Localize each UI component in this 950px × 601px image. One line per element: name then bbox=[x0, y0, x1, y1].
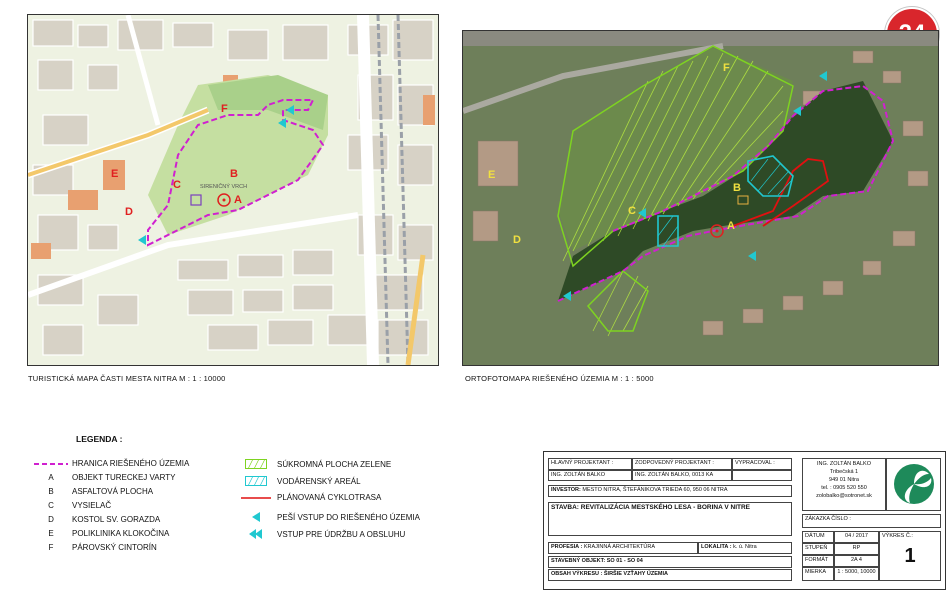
legend-item-maintenance bbox=[235, 529, 405, 539]
legend-key: B bbox=[48, 487, 54, 496]
legend-item bbox=[30, 473, 175, 482]
title-block bbox=[543, 451, 946, 590]
left-label-b: B bbox=[230, 168, 238, 180]
legend-item-water bbox=[235, 476, 361, 486]
legend bbox=[30, 434, 520, 554]
left-label-f: F bbox=[221, 103, 228, 115]
legend-label: PEŠÍ VSTUP DO RIEŠENÉHO ÚZEMIA bbox=[277, 512, 420, 522]
stavebny-objekt bbox=[548, 556, 792, 568]
legend-item bbox=[30, 487, 153, 496]
legend-item-boundary bbox=[30, 459, 189, 468]
orthophoto-map bbox=[462, 30, 939, 366]
legend-key: C bbox=[48, 501, 54, 510]
legend-item-private-green bbox=[235, 459, 391, 469]
left-label-c: C bbox=[173, 179, 181, 191]
hatched-green-icon bbox=[235, 459, 277, 469]
legend-label: PÁROVSKÝ CINTORÍN bbox=[72, 543, 157, 552]
left-label-e: E bbox=[111, 168, 119, 180]
head-projektant: HLAVNÝ PROJEKTANT : bbox=[548, 458, 632, 470]
stupen-label: STUPEŇ bbox=[802, 543, 834, 555]
legend-label: KOSTOL SV. GORAZDA bbox=[72, 515, 161, 524]
legend-item bbox=[30, 543, 157, 552]
left-place-name: SIRENIČNÝ VRCH bbox=[200, 184, 248, 190]
investor-value: MESTO NITRA, ŠTEFÁNIKOVA TRIEDA 60, 950 06 NITRA bbox=[582, 487, 728, 493]
firm-address-2: 949 01 Nitra bbox=[829, 477, 859, 483]
datum-value: 04 / 2017 bbox=[834, 531, 879, 543]
maintenance-entry-icon bbox=[235, 529, 277, 539]
obsah-text: OBSAH VÝKRESU : ŠIRŠIE VZŤAHY ÚZEMIA bbox=[551, 571, 668, 577]
tourist-map bbox=[27, 14, 439, 366]
right-label-d: D bbox=[513, 234, 521, 246]
legend-key: A bbox=[48, 473, 54, 482]
resp-ing: ING. ZOLTÁN BALKO, 0013 KA bbox=[632, 470, 732, 481]
profesia-value: KRAJINNÁ ARCHITEKTÚRA bbox=[583, 544, 656, 550]
stavebny-objekt-text: STAVEBNÝ OBJEKT: SO 01 - SO 04 bbox=[551, 558, 643, 564]
zakazka-cislo: ZÁKAZKA ČÍSLO : bbox=[802, 514, 941, 528]
firm-block bbox=[802, 458, 886, 511]
lokalita-row bbox=[698, 542, 792, 554]
right-label-e: E bbox=[488, 169, 496, 181]
cycle-route-icon bbox=[235, 495, 277, 501]
vypracoval-value bbox=[732, 470, 792, 481]
investor-label: INVESTOR: bbox=[551, 487, 581, 493]
legend-item bbox=[30, 501, 111, 510]
firm-name: ING. ZOLTÁN BALKO bbox=[817, 461, 871, 467]
legend-key: D bbox=[48, 515, 54, 524]
investor-row bbox=[548, 485, 792, 497]
drawing-number-cell bbox=[879, 531, 941, 581]
stavba-value: REVITALIZÁCIA MESTSKÉHO LESA - BORINA V NITRE bbox=[580, 504, 750, 511]
firm-email: zolobalko@sotronet.sk bbox=[816, 493, 872, 499]
legend-label: HRANICA RIEŠENÉHO ÚZEMIA bbox=[72, 459, 190, 468]
pedestrian-entry-icon bbox=[235, 512, 277, 522]
stavba-row bbox=[548, 502, 792, 536]
mierka-value: 1 : 5000, 10000 bbox=[834, 567, 879, 581]
firm-logo bbox=[886, 458, 941, 511]
legend-label: OBJEKT TURECKEJ VARTY bbox=[72, 473, 176, 482]
vypracoval: VYPRACOVAL : bbox=[732, 458, 792, 470]
drawing-number-label: VÝKRES Č.: bbox=[882, 533, 913, 539]
resp-projektant: ZODPOVEDNÝ PROJEKTANT : bbox=[632, 458, 732, 470]
legend-key: E bbox=[48, 529, 54, 538]
legend-item bbox=[30, 515, 160, 524]
legend-title: LEGENDA : bbox=[76, 434, 123, 444]
legend-key: F bbox=[48, 543, 54, 552]
legend-label: ASFALTOVÁ PLOCHA bbox=[72, 487, 154, 496]
head-ing: ING. ZOLTÁN BALKO bbox=[548, 470, 632, 481]
format-label: FORMÁT bbox=[802, 555, 834, 567]
left-label-a: A bbox=[234, 194, 242, 206]
legend-label: POLIKLINIKA KLOKOČINA bbox=[72, 529, 170, 538]
boundary-line-icon bbox=[30, 461, 72, 467]
legend-item-entry bbox=[235, 512, 420, 522]
hatched-water-icon bbox=[235, 476, 277, 486]
legend-item bbox=[30, 529, 169, 538]
datum-label: DÁTUM bbox=[802, 531, 834, 543]
stupen-value: RP bbox=[834, 543, 879, 555]
legend-label: VYSIELAČ bbox=[72, 501, 112, 510]
right-label-f: F bbox=[723, 62, 730, 74]
profesia-row bbox=[548, 542, 698, 554]
tourist-map-svg bbox=[28, 15, 438, 365]
right-label-c: C bbox=[628, 205, 636, 217]
firm-address-1: Tribečská 1 bbox=[829, 469, 859, 475]
right-label-b: B bbox=[733, 182, 741, 194]
legend-label: VSTUP PRE ÚDRŽBU A OBSLUHU bbox=[277, 529, 406, 539]
right-label-a: A bbox=[727, 220, 735, 232]
legend-label: SÚKROMNÁ PLOCHA ZELENE bbox=[277, 459, 392, 469]
mierka-label: MIERKA bbox=[802, 567, 834, 581]
legend-item-cyclo bbox=[235, 493, 381, 502]
left-label-d: D bbox=[125, 206, 133, 218]
format-value: 2A 4 bbox=[834, 555, 879, 567]
orthophoto-caption: ORTOFOTOMAPA RIEŠENÉHO ÚZEMIA M : 1 : 5000 bbox=[465, 374, 654, 383]
orthophoto-map-svg bbox=[463, 31, 938, 365]
firm-logo-icon bbox=[889, 460, 939, 509]
firm-phone: tel. : 0905 520 550 bbox=[821, 485, 867, 491]
legend-label: VODÁRENSKÝ AREÁL bbox=[277, 476, 361, 486]
obsah-vykresu bbox=[548, 569, 792, 581]
legend-label: PLÁNOVANÁ CYKLOTRASA bbox=[277, 493, 382, 502]
stavba-label: STAVBA: bbox=[551, 504, 579, 511]
lokalita-label: LOKALITA : bbox=[701, 544, 732, 550]
lokalita-value: k. ú. Nitra bbox=[733, 544, 757, 550]
drawing-number: 1 bbox=[904, 545, 916, 567]
profesia-label: PROFESIA : bbox=[551, 544, 583, 550]
tourist-map-caption: TURISTICKÁ MAPA ČASTI MESTA NITRA M : 1 : 10000 bbox=[28, 374, 226, 383]
